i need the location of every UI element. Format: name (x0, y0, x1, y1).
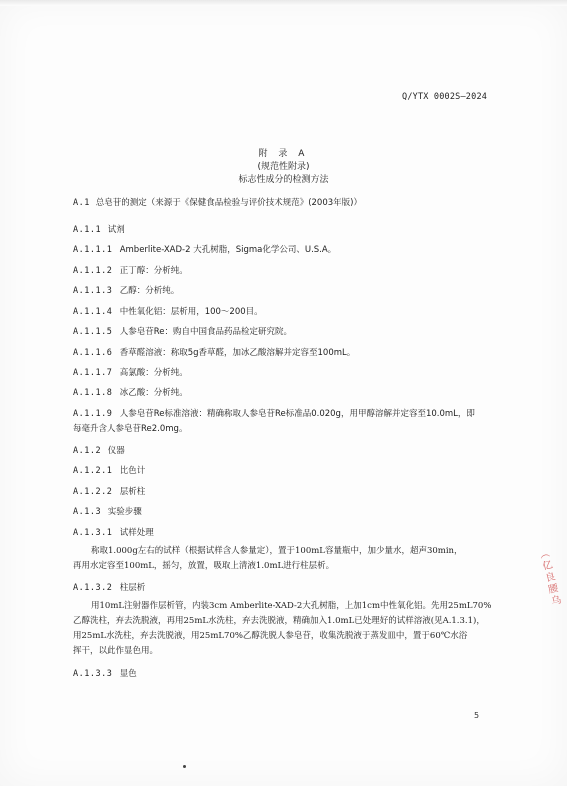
section-number: A.1.2.1 (73, 466, 113, 476)
section-a1-2 (73, 444, 125, 456)
paragraph-sample-prep-line1: 称取1.000g左右的试样（根据试样含人参量定），置于100mL容量瓶中，加少量水，超声30min， (91, 546, 463, 556)
appendix-subtitle: (规范性附录) (257, 162, 310, 172)
paragraph-column-line2: 乙醇洗柱，弃去洗脱液，再用25mL水洗柱，弃去洗脱液，精确加入1.0mL已处理好的试样溶液(见A.1.3.1)， (73, 616, 485, 626)
section-text: 人参皂苷Re标准溶液：精确称取人参皂苷Re标准品0.020g，用甲醇溶解并定容至10.0mL，即 (119, 409, 475, 419)
section-text: 试剂 (107, 225, 125, 235)
section-text: 香草醛溶液：称取5g香草醛，加冰乙酸溶解并定容至100mL。 (119, 348, 356, 358)
appendix-main-title: 标志性成分的检测方法 (238, 175, 329, 185)
section-text: 层析柱 (119, 487, 146, 497)
section-a1-2-2 (73, 485, 145, 497)
section-text: 显色 (119, 669, 137, 679)
section-a1-1-2 (73, 264, 188, 276)
section-number: A.1.1.3 (73, 286, 113, 296)
section-text: 比色计 (119, 466, 146, 476)
paragraph-sample-prep-line2: 再用水定容至100mL，摇匀，放置，吸取上清液1.0mL进行柱层析。 (73, 561, 335, 571)
section-text: 中性氧化铝：层析用，100～200目。 (119, 307, 263, 317)
section-text: 实验步骤 (107, 507, 142, 517)
section-text: 总皂苷的测定（来源于《保健食品检验与评价技术规范》(2003年版)） (95, 198, 362, 208)
section-a1-1-1 (73, 243, 336, 255)
section-number: A.1.1.5 (73, 327, 113, 337)
section-text: 人参皂苷Re：购自中国食品药品检定研究院。 (119, 327, 292, 337)
section-number: A.1.1.8 (73, 388, 113, 398)
section-number: A.1.2 (73, 446, 102, 456)
section-a1-1 (73, 223, 125, 235)
section-a1-1-4 (73, 305, 263, 317)
section-a1 (73, 196, 362, 208)
paragraph-column-line1: 用10mL注射器作层析管，内装3cm Amberlite-XAD-2大孔树脂，上加1cm中性氧化铝。先用25mL70% (91, 601, 492, 611)
section-text: 正丁醇：分析纯。 (119, 266, 188, 276)
section-a1-1-3 (73, 284, 179, 296)
section-a1-3-3 (73, 667, 137, 679)
section-number: A.1.1.9 (73, 409, 113, 419)
section-number: A.1.3.2 (73, 583, 113, 593)
section-number: A.1.1.7 (73, 368, 113, 378)
seal-stamp: （亿良腰乌 (535, 547, 562, 609)
document-id: Q/YTX 0002S—2024 (402, 92, 488, 102)
appendix-title: 附 录 A (258, 149, 309, 159)
section-number: A.1.1.2 (73, 266, 113, 276)
section-a1-2-1 (73, 464, 145, 476)
scan-edge (0, 0, 567, 6)
page-number: 5 (474, 711, 480, 720)
section-a1-3-1 (73, 526, 154, 538)
section-number: A.1 (73, 198, 90, 208)
section-number: A.1.1.4 (73, 307, 113, 317)
section-a1-1-5 (73, 325, 292, 337)
section-number: A.1.1.1 (73, 245, 113, 255)
section-a1-3-2 (73, 581, 145, 593)
section-a1-3 (73, 505, 142, 517)
section-a1-1-9-continued: 每毫升含人参皂苷Re2.0mg。 (73, 424, 188, 434)
section-number: A.1.3.3 (73, 669, 113, 679)
section-number: A.1.3 (73, 507, 102, 517)
paragraph-column-line3: 用25mL水洗柱，弃去洗脱液，用25mL70%乙醇洗脱人参皂苷，收集洗脱液于蒸发皿中，置于60℃水浴 (73, 631, 468, 641)
scan-speck (183, 765, 186, 768)
section-text: Amberlite-XAD-2 大孔树脂，Sigma化学公司、U.S.A。 (119, 245, 337, 255)
section-text: 冰乙酸：分析纯。 (119, 388, 188, 398)
section-text: 乙醇：分析纯。 (119, 286, 180, 296)
section-a1-1-6 (73, 346, 355, 358)
section-number: A.1.3.1 (73, 528, 113, 538)
section-number: A.1.2.2 (73, 487, 113, 497)
section-a1-1-9 (73, 407, 475, 419)
section-text: 仪器 (107, 446, 125, 456)
section-text: 柱层析 (119, 583, 146, 593)
section-number: A.1.1.6 (73, 348, 113, 358)
section-a1-1-7 (73, 366, 188, 378)
section-number: A.1.1 (73, 225, 102, 235)
paragraph-column-line4: 挥干，以此作显色用。 (73, 646, 159, 656)
section-text: 高氯酸：分析纯。 (119, 368, 188, 378)
section-text: 试样处理 (119, 528, 154, 538)
section-a1-1-8 (73, 386, 188, 398)
